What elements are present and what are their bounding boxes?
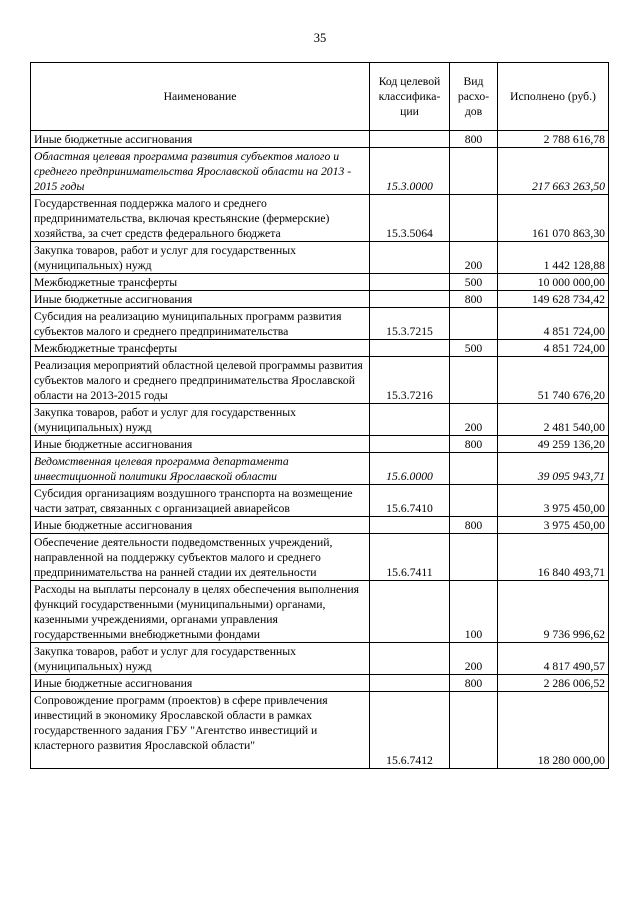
row-code-cell: 15.3.7216 <box>370 357 450 404</box>
table-row <box>31 453 609 485</box>
row-sum-cell: 18 280 000,00 <box>498 692 609 769</box>
table-row <box>31 195 609 242</box>
row-sum-cell: 4 817 490,57 <box>498 643 609 675</box>
table-row <box>31 517 609 534</box>
row-type-cell: 800 <box>450 291 498 308</box>
row-name-cell: Иные бюджетные ассигнования <box>31 436 370 453</box>
row-type-cell: 800 <box>450 675 498 692</box>
row-type-cell <box>450 357 498 404</box>
header-row <box>31 63 609 131</box>
row-sum-cell: 4 851 724,00 <box>498 308 609 340</box>
table-row <box>31 675 609 692</box>
table-row <box>31 242 609 274</box>
row-type-cell <box>450 148 498 195</box>
header-type: Вид расхо-дов <box>450 63 498 131</box>
header-sum: Исполнено (руб.) <box>498 63 609 131</box>
row-sum-cell: 2 788 616,78 <box>498 131 609 148</box>
row-sum-cell: 16 840 493,71 <box>498 534 609 581</box>
row-name-cell: Государственная поддержка малого и среднего предпринимательства, включая крестьянские (фермерские) хозяйства, за счет средств федерального бюджета <box>31 195 370 242</box>
row-name-cell: Межбюджетные трансферты <box>31 340 370 357</box>
row-name-cell: Областная целевая программа развития субъектов малого и среднего предпринимательства Ярославской области на 2013 - 2015 годы <box>31 148 370 195</box>
row-code-cell: 15.6.7411 <box>370 534 450 581</box>
row-type-cell: 200 <box>450 242 498 274</box>
row-type-cell: 500 <box>450 340 498 357</box>
row-name-cell: Сопровождение программ (проектов) в сфере привлечения инвестиций в экономику Ярославской области в рамках государственного задания ГБУ "Агентство инвестиций и кластерного развития Ярославской области" <box>31 692 370 769</box>
row-name-cell: Закупка товаров, работ и услуг для государственных (муниципальных) нужд <box>31 643 370 675</box>
table-row <box>31 148 609 195</box>
row-code-cell: 15.6.0000 <box>370 453 450 485</box>
row-code-cell: 15.6.7412 <box>370 692 450 769</box>
page-number: 35 <box>313 31 327 45</box>
row-type-cell: 800 <box>450 436 498 453</box>
row-sum-cell: 49 259 136,20 <box>498 436 609 453</box>
row-code-cell: 15.3.5064 <box>370 195 450 242</box>
row-type-cell: 200 <box>450 404 498 436</box>
row-sum-cell: 1 442 128,88 <box>498 242 609 274</box>
table-row <box>31 357 609 404</box>
row-code-cell <box>370 291 450 308</box>
row-name-cell: Обеспечение деятельности подведомственных учреждений, направленной на поддержку субъектов малого и среднего предпринимательства на ранней стадии их деятельности <box>31 534 370 581</box>
row-code-cell <box>370 581 450 643</box>
row-type-cell: 500 <box>450 274 498 291</box>
row-name-cell: Закупка товаров, работ и услуг для государственных (муниципальных) нужд <box>31 404 370 436</box>
row-sum-cell: 51 740 676,20 <box>498 357 609 404</box>
row-code-cell <box>370 274 450 291</box>
row-name-cell: Закупка товаров, работ и услуг для государственных (муниципальных) нужд <box>31 242 370 274</box>
table-row <box>31 692 609 769</box>
row-sum-cell: 2 481 540,00 <box>498 404 609 436</box>
row-code-cell <box>370 340 450 357</box>
row-name-cell: Субсидия организациям воздушного транспорта на возмещение части затрат, связанных с организацией авиарейсов <box>31 485 370 517</box>
table-row <box>31 308 609 340</box>
row-code-cell: 15.3.0000 <box>370 148 450 195</box>
table-row <box>31 436 609 453</box>
table-row <box>31 340 609 357</box>
row-type-cell: 800 <box>450 131 498 148</box>
table-row <box>31 131 609 148</box>
row-code-cell <box>370 643 450 675</box>
row-name-cell: Расходы на выплаты персоналу в целях обеспечения выполнения функций государственными (муниципальными) органами, казенными учреждениями, органами управления государственными внебюджетными фондами <box>31 581 370 643</box>
row-sum-cell: 149 628 734,42 <box>498 291 609 308</box>
row-code-cell <box>370 404 450 436</box>
row-type-cell <box>450 453 498 485</box>
row-sum-cell: 39 095 943,71 <box>498 453 609 485</box>
row-type-cell: 200 <box>450 643 498 675</box>
row-name-cell: Иные бюджетные ассигнования <box>31 291 370 308</box>
row-sum-cell: 4 851 724,00 <box>498 340 609 357</box>
row-type-cell <box>450 485 498 517</box>
table-row <box>31 534 609 581</box>
row-sum-cell: 2 286 006,52 <box>498 675 609 692</box>
row-type-cell <box>450 534 498 581</box>
table-row <box>31 581 609 643</box>
row-name-cell: Реализация мероприятий областной целевой программы развития субъектов малого и среднего предпринимательства Ярославской области на 2013-2015 годы <box>31 357 370 404</box>
row-code-cell <box>370 675 450 692</box>
header-name: Наименование <box>31 63 370 131</box>
table-row <box>31 291 609 308</box>
row-sum-cell: 3 975 450,00 <box>498 517 609 534</box>
row-sum-cell: 9 736 996,62 <box>498 581 609 643</box>
row-sum-cell: 3 975 450,00 <box>498 485 609 517</box>
table-row <box>31 404 609 436</box>
row-name-cell: Иные бюджетные ассигнования <box>31 517 370 534</box>
row-type-cell: 100 <box>450 581 498 643</box>
row-name-cell: Иные бюджетные ассигнования <box>31 131 370 148</box>
row-name-cell: Иные бюджетные ассигнования <box>31 675 370 692</box>
table-row <box>31 274 609 291</box>
row-type-cell: 800 <box>450 517 498 534</box>
budget-table <box>30 62 609 769</box>
row-code-cell <box>370 517 450 534</box>
row-code-cell: 15.6.7410 <box>370 485 450 517</box>
header-code: Код целевой классифика-ции <box>370 63 450 131</box>
row-code-cell <box>370 242 450 274</box>
row-sum-cell: 217 663 263,50 <box>498 148 609 195</box>
row-type-cell <box>450 195 498 242</box>
row-sum-cell: 161 070 863,30 <box>498 195 609 242</box>
table-row <box>31 485 609 517</box>
table-row <box>31 643 609 675</box>
row-code-cell <box>370 436 450 453</box>
row-code-cell: 15.3.7215 <box>370 308 450 340</box>
row-code-cell <box>370 131 450 148</box>
row-type-cell <box>450 308 498 340</box>
row-sum-cell: 10 000 000,00 <box>498 274 609 291</box>
row-type-cell <box>450 692 498 769</box>
row-name-cell: Субсидия на реализацию муниципальных программ развития субъектов малого и среднего предпринимательства <box>31 308 370 340</box>
row-name-cell: Межбюджетные трансферты <box>31 274 370 291</box>
row-name-cell: Ведомственная целевая программа департамента инвестиционной политики Ярославской области <box>31 453 370 485</box>
